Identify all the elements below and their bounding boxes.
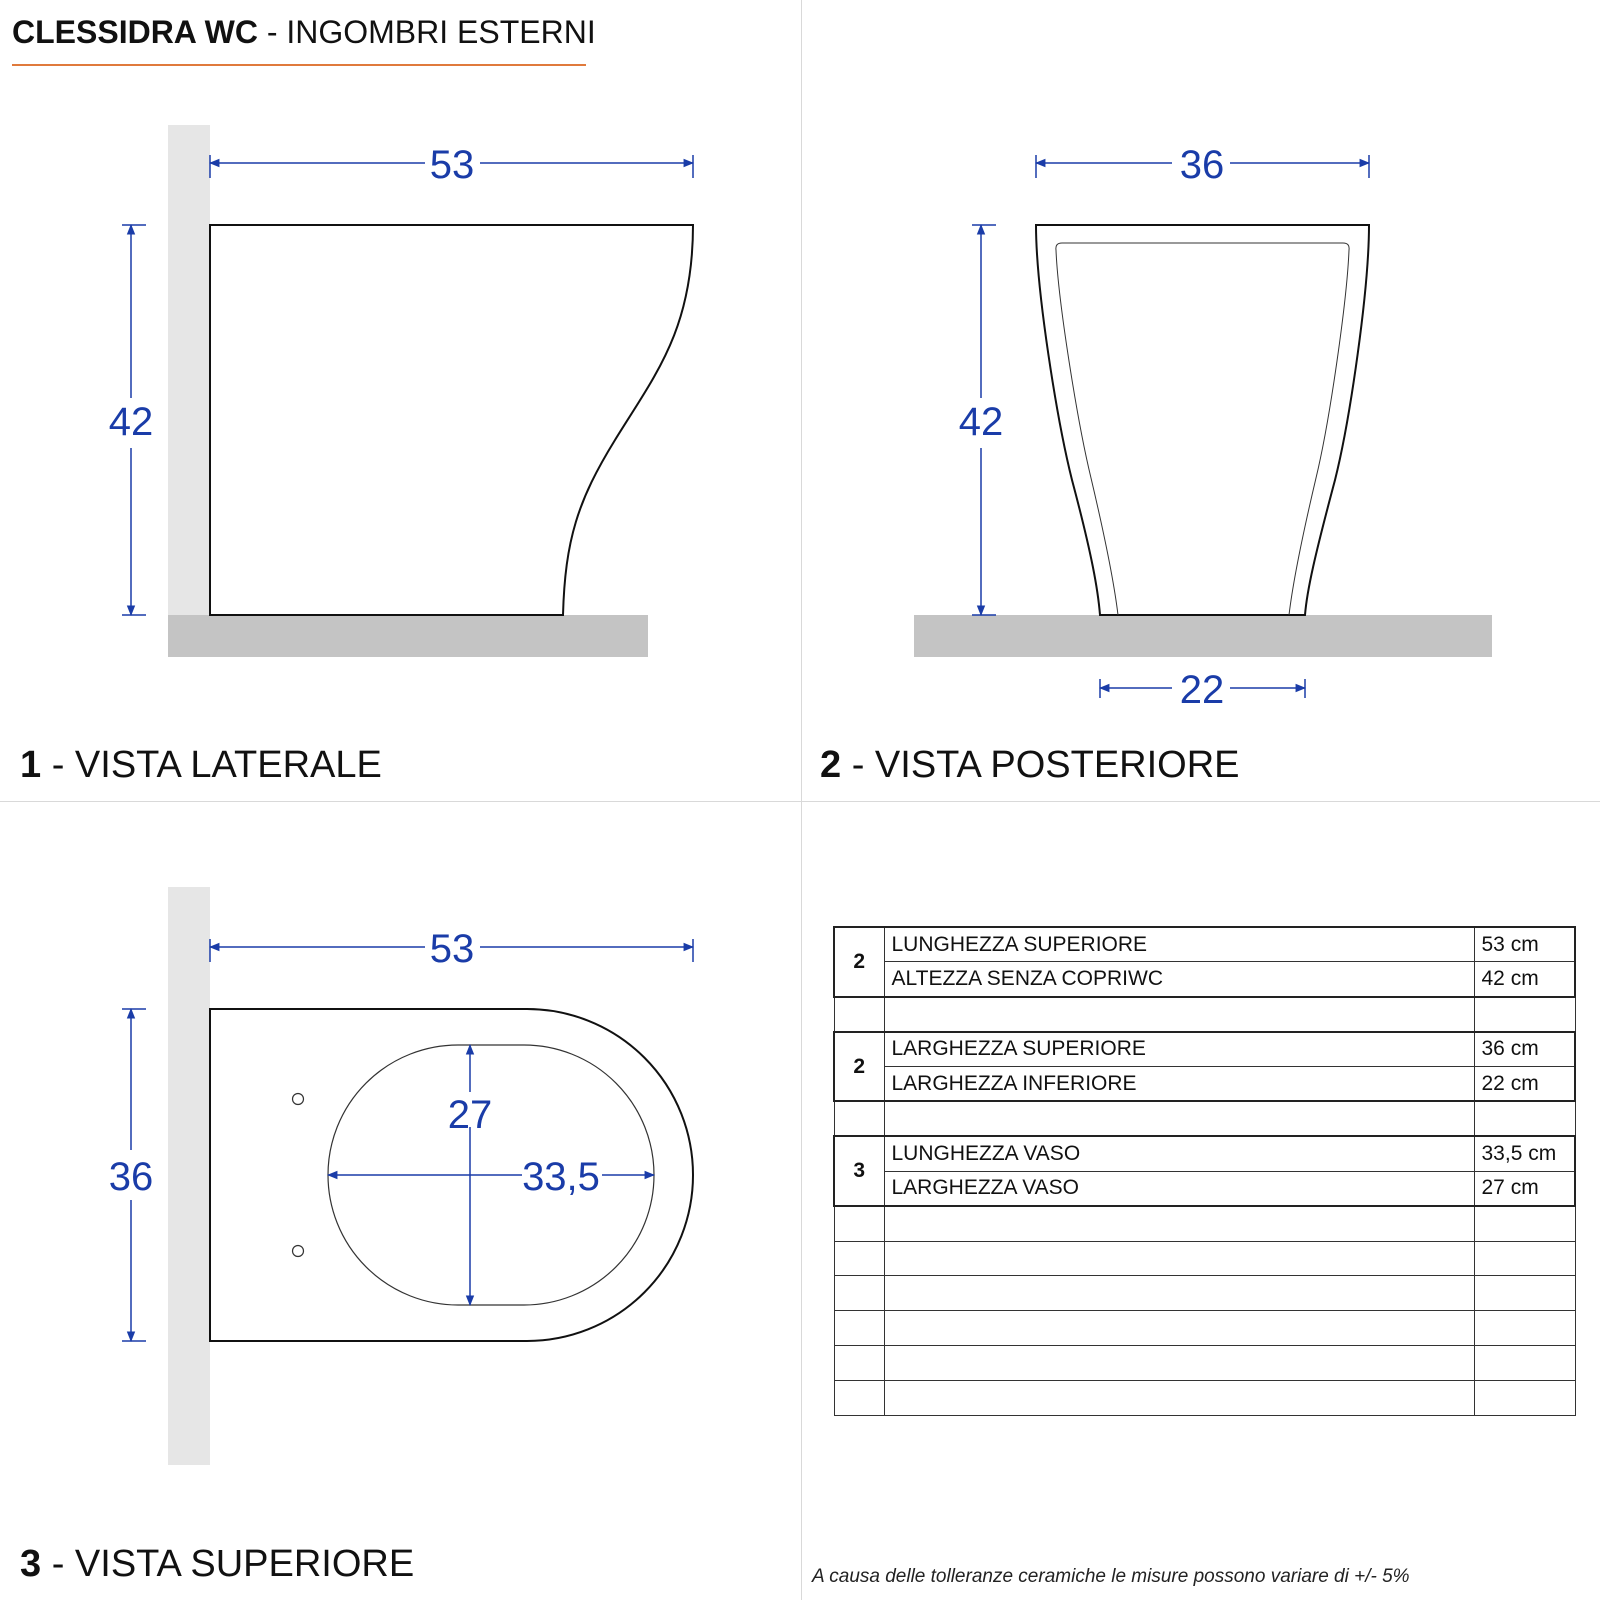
row-value	[1474, 1276, 1575, 1311]
group-number	[834, 1206, 884, 1241]
table-row	[834, 1311, 1575, 1346]
dim-bowl-width: 27	[447, 1093, 493, 1137]
table-row	[834, 997, 1575, 1032]
row-value: 36 cm	[1474, 1032, 1575, 1067]
view-number: 2	[820, 744, 842, 786]
toilet-side-outline	[210, 225, 693, 615]
row-value: 27 cm	[1474, 1171, 1575, 1206]
table-row	[834, 1067, 1575, 1102]
dim-length: 53	[429, 927, 475, 971]
view-label: - VISTA LATERALE	[41, 744, 382, 786]
group-number	[834, 1241, 884, 1276]
table-row	[834, 1346, 1575, 1381]
row-value	[1474, 1346, 1575, 1381]
view-label: - VISTA SUPERIORE	[41, 1543, 415, 1585]
side-view	[109, 125, 693, 657]
group-number	[834, 1101, 884, 1136]
caption-side-view	[20, 744, 382, 787]
row-label	[884, 1346, 1474, 1381]
row-label: LARGHEZZA INFERIORE	[884, 1067, 1474, 1102]
table-row	[834, 1171, 1575, 1206]
group-number: 2	[834, 1032, 884, 1102]
top-view	[109, 887, 693, 1465]
dim-bottom-width: 22	[1179, 668, 1225, 712]
dim-top-width: 36	[1179, 143, 1225, 187]
dim-bowl-length: 33,5	[522, 1155, 600, 1199]
row-label: ALTEZZA SENZA COPRIWC	[884, 962, 1474, 997]
row-value: 22 cm	[1474, 1067, 1575, 1102]
row-value: 42 cm	[1474, 962, 1575, 997]
dimensions-table	[833, 926, 1576, 1416]
row-label	[884, 1241, 1474, 1276]
row-value: 53 cm	[1474, 927, 1575, 962]
group-number	[834, 1311, 884, 1346]
group-number	[834, 1346, 884, 1381]
table-row	[834, 1241, 1575, 1276]
dim-width: 36	[108, 1155, 154, 1199]
rear-view	[914, 143, 1492, 712]
fixing-hole	[293, 1094, 304, 1105]
wall	[168, 887, 210, 1465]
table-row	[834, 962, 1575, 997]
floor	[168, 615, 648, 657]
dim-length: 53	[429, 143, 475, 187]
table-row	[834, 1381, 1575, 1416]
group-number: 2	[834, 927, 884, 997]
tolerance-disclaimer: A causa delle tolleranze ceramiche le misure possono variare di +/- 5%	[812, 1566, 1410, 1587]
table-row	[834, 1032, 1575, 1067]
fixing-hole	[293, 1246, 304, 1257]
view-number: 3	[20, 1543, 42, 1585]
toilet-rear-outline	[1036, 225, 1369, 615]
row-value: 33,5 cm	[1474, 1136, 1575, 1171]
dim-height: 42	[958, 400, 1004, 444]
row-label: LARGHEZZA VASO	[884, 1171, 1474, 1206]
table-row	[834, 1101, 1575, 1136]
row-value	[1474, 1311, 1575, 1346]
table-row	[834, 927, 1575, 962]
row-label	[884, 997, 1474, 1032]
group-number: 3	[834, 1136, 884, 1206]
title-subtitle: - INGOMBRI ESTERNI	[257, 14, 596, 50]
row-value	[1474, 997, 1575, 1032]
floor	[914, 615, 1492, 657]
caption-top-view	[20, 1543, 414, 1586]
group-number	[834, 1276, 884, 1311]
table-row	[834, 1276, 1575, 1311]
product-name: CLESSIDRA WC	[12, 14, 258, 50]
row-label: LUNGHEZZA SUPERIORE	[884, 927, 1474, 962]
caption-rear-view	[820, 744, 1240, 787]
group-number	[834, 997, 884, 1032]
row-label	[884, 1101, 1474, 1136]
row-value	[1474, 1206, 1575, 1241]
row-value	[1474, 1241, 1575, 1276]
view-label: - VISTA POSTERIORE	[841, 744, 1240, 786]
wall	[168, 125, 210, 615]
group-number	[834, 1381, 884, 1416]
view-number: 1	[20, 744, 42, 786]
row-value	[1474, 1101, 1575, 1136]
row-value	[1474, 1381, 1575, 1416]
row-label: LARGHEZZA SUPERIORE	[884, 1032, 1474, 1067]
dim-height: 42	[108, 400, 154, 444]
row-label	[884, 1381, 1474, 1416]
row-label	[884, 1311, 1474, 1346]
table-row	[834, 1136, 1575, 1171]
row-label	[884, 1206, 1474, 1241]
table-row	[834, 1206, 1575, 1241]
row-label: LUNGHEZZA VASO	[884, 1136, 1474, 1171]
row-label	[884, 1276, 1474, 1311]
